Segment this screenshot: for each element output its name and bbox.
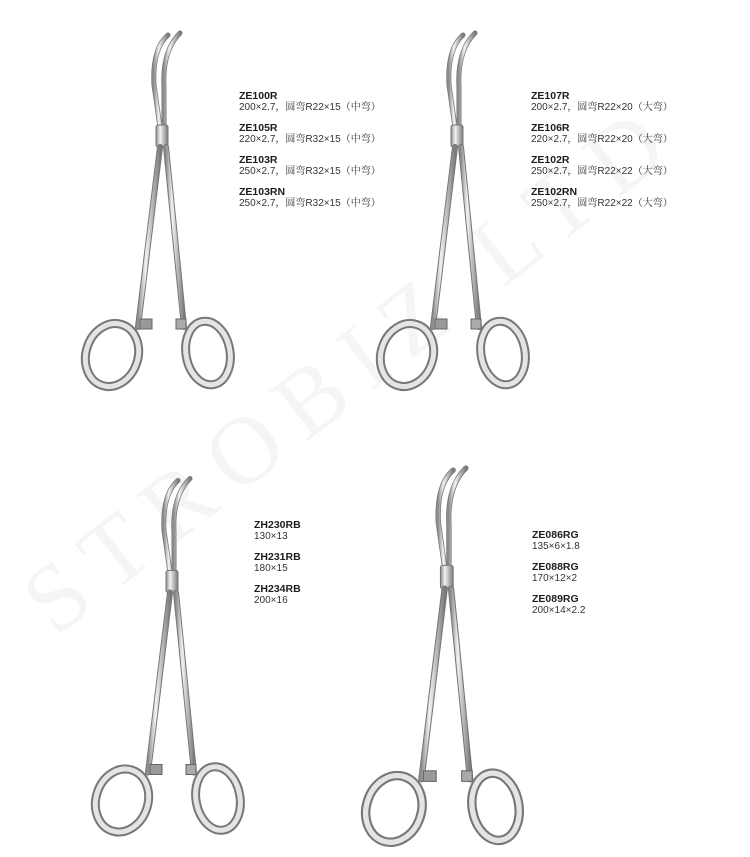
spec-list bbox=[531, 90, 741, 218]
spec-list bbox=[532, 529, 662, 625]
model-code: ZE107R bbox=[531, 90, 570, 102]
spec-list bbox=[254, 519, 374, 615]
model-code: ZE100R bbox=[239, 90, 278, 102]
model-code: ZE103RN bbox=[239, 186, 286, 198]
model-code: ZE103R bbox=[239, 154, 278, 166]
spec-item bbox=[531, 90, 741, 114]
model-dims: 200×2.7，圆弯R22×20（大弯） bbox=[531, 102, 673, 113]
model-dims: 200×16 bbox=[254, 595, 288, 606]
model-dims: 200×14×2.2 bbox=[532, 605, 586, 616]
model-code: ZE105R bbox=[239, 122, 278, 134]
model-code: ZH230RB bbox=[254, 519, 301, 531]
model-code: ZE086RG bbox=[532, 529, 579, 541]
model-dims: 220×2.7，圆弯R32×15（中弯） bbox=[239, 134, 381, 145]
angled-forceps-image bbox=[360, 460, 540, 855]
model-dims: 135×6×1.8 bbox=[532, 541, 580, 552]
spec-item bbox=[531, 186, 741, 210]
spec-item bbox=[532, 529, 662, 553]
model-code: ZE102RN bbox=[531, 186, 578, 198]
model-dims: 200×2.7，圆弯R22×15（中弯） bbox=[239, 102, 381, 113]
model-dims: 250×2.7，圆弯R22×22（大弯） bbox=[531, 166, 673, 177]
model-dims: 220×2.7，圆弯R22×20（大弯） bbox=[531, 134, 673, 145]
spec-item bbox=[531, 154, 741, 178]
spec-item bbox=[531, 122, 741, 146]
model-code: ZE088RG bbox=[532, 561, 579, 573]
model-code: ZE106R bbox=[531, 122, 570, 134]
model-code: ZH231RB bbox=[254, 551, 301, 563]
angled-forceps-image bbox=[90, 460, 260, 855]
spec-item bbox=[254, 519, 374, 543]
model-dims: 180×15 bbox=[254, 563, 288, 574]
model-dims: 250×2.7，圆弯R32×15（中弯） bbox=[239, 198, 381, 209]
spec-item bbox=[532, 561, 662, 585]
spec-item bbox=[254, 551, 374, 575]
model-dims: 170×12×2 bbox=[532, 573, 578, 584]
model-dims: 250×2.7，圆弯R32×15（中弯） bbox=[239, 166, 381, 177]
model-dims: 130×13 bbox=[254, 531, 288, 542]
model-code: ZH234RB bbox=[254, 583, 301, 595]
curved-forceps-image bbox=[375, 12, 545, 412]
model-dims: 250×2.7，圆弯R22×22（大弯） bbox=[531, 198, 673, 209]
model-code: ZE089RG bbox=[532, 593, 579, 605]
spec-item bbox=[254, 583, 374, 607]
curved-forceps-image bbox=[80, 12, 250, 412]
spec-item bbox=[532, 593, 662, 617]
model-code: ZE102R bbox=[531, 154, 570, 166]
